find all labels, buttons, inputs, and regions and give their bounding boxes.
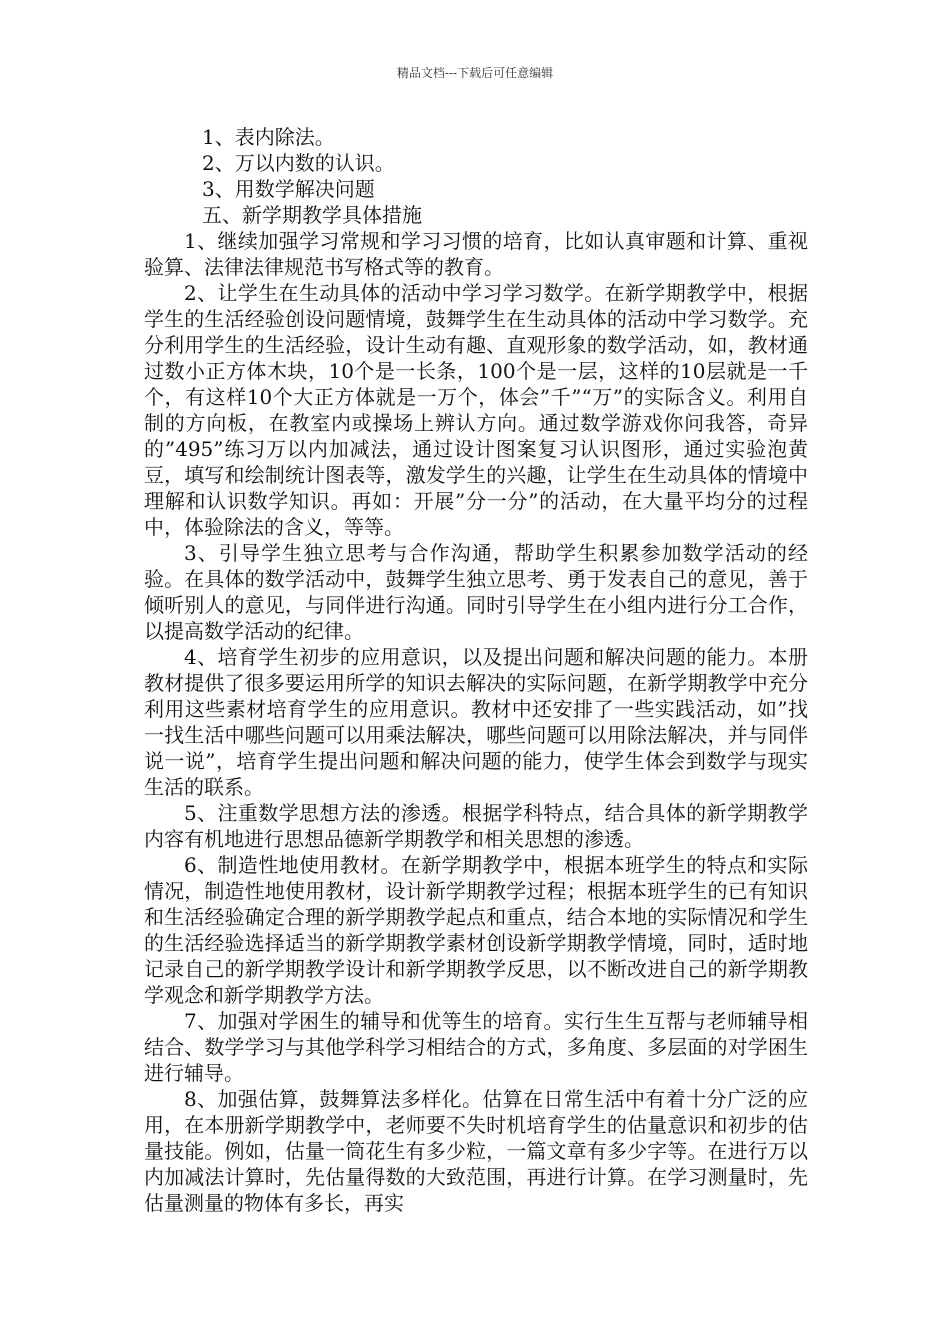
paragraph: 8、加强估算，鼓舞算法多样化。估算在日常生活中有着十分广泛的应用，在本册新学期教学中，老师要不失时机培育学生的估量意识和初步的估量技能。例如，估量一筒花生有多少粒，一篇文章有多少字等。在进行万以内加减法计算时，先估量得数的大致范围，再进行计算。在学习测量时，先估量测量的物体有多长，再实 xyxy=(144,1087,808,1215)
list-item: 1、表内除法。 xyxy=(202,125,335,149)
page-header: 精品文档---下载后可任意编辑 xyxy=(396,66,554,80)
paragraph: 2、让学生在生动具体的活动中学习学习数学。在新学期教学中，根据学生的生活经验创设问题情境，鼓舞学生在生动具体的活动中学习数学。充分利用学生的生活经验，设计生动有趣、直观形象的数学活动，如，教材通过数小正方体木块，10个是一长条，100个是一层，这样的10层就是一千个，有这样10个大正方体就是一万个，体会”千”“万”的实际含义。利用自制的方向板，在教室内或操场上辨认方向。通过数学游戏你问我答，奇异的”495”练习万以内加减法，通过设计图案复习认识图形，通过实验泡黄豆，填写和绘制统计图表等，激发学生的兴趣，让学生在生动具体的情境中理解和认识数学知识。再如：开展”分一分”的活动，在大量平均分的过程中，体验除法的含义，等等。 xyxy=(144,281,808,539)
paragraph: 6、制造性地使用教材。在新学期教学中，根据本班学生的特点和实际情况，制造性地使用教材，设计新学期教学过程；根据本班学生的已有知识和生活经验确定合理的新学期教学起点和重点，结合本地的实际情况和学生的生活经验选择适当的新学期教学素材创设新学期教学情境，同时，适时地记录自己的新学期教学设计和新学期教学反思，以不断改进自己的新学期教学观念和新学期教学方法。 xyxy=(144,853,808,1007)
paragraph: 7、加强对学困生的辅导和优等生的培育。实行生生互帮与老师辅导相结合、数学学习与其他学科学习相结合的方式，多角度、多层面的对学困生进行辅导。 xyxy=(144,1009,808,1085)
list-item: 2、万以内数的认识。 xyxy=(202,151,395,175)
section-heading: 五、新学期教学具体措施 xyxy=(202,203,422,227)
document-body xyxy=(144,124,808,1216)
paragraph: 5、注重数学思想方法的渗透。根据学科特点，结合具体的新学期教学内容有机地进行思想品德新学期教学和相关思想的渗透。 xyxy=(144,801,808,851)
paragraph: 1、继续加强学习常规和学习习惯的培育，比如认真审题和计算、重视验算、法律法律规范书写格式等的教育。 xyxy=(144,229,808,279)
paragraph: 3、引导学生独立思考与合作沟通，帮助学生积累参加数学活动的经验。在具体的数学活动中，鼓舞学生独立思考、勇于发表自己的意见，善于倾听别人的意见，与同伴进行沟通。同时引导学生在小组内进行分工合作，以提高数学活动的纪律。 xyxy=(144,541,808,643)
paragraph: 4、培育学生初步的应用意识，以及提出问题和解决问题的能力。本册教材提供了很多要运用所学的知识去解决的实际问题，在新学期教学中充分利用这些素材培育学生的应用意识。教材中还安排了一些实践活动，如”找一找生活中哪些问题可以用乘法解决，哪些问题可以用除法解决，并与同伴说一说”，培育学生提出问题和解决问题的能力，使学生体会到数学与现实生活的联系。 xyxy=(144,645,808,799)
list-item: 3、用数学解决问题 xyxy=(202,177,375,201)
